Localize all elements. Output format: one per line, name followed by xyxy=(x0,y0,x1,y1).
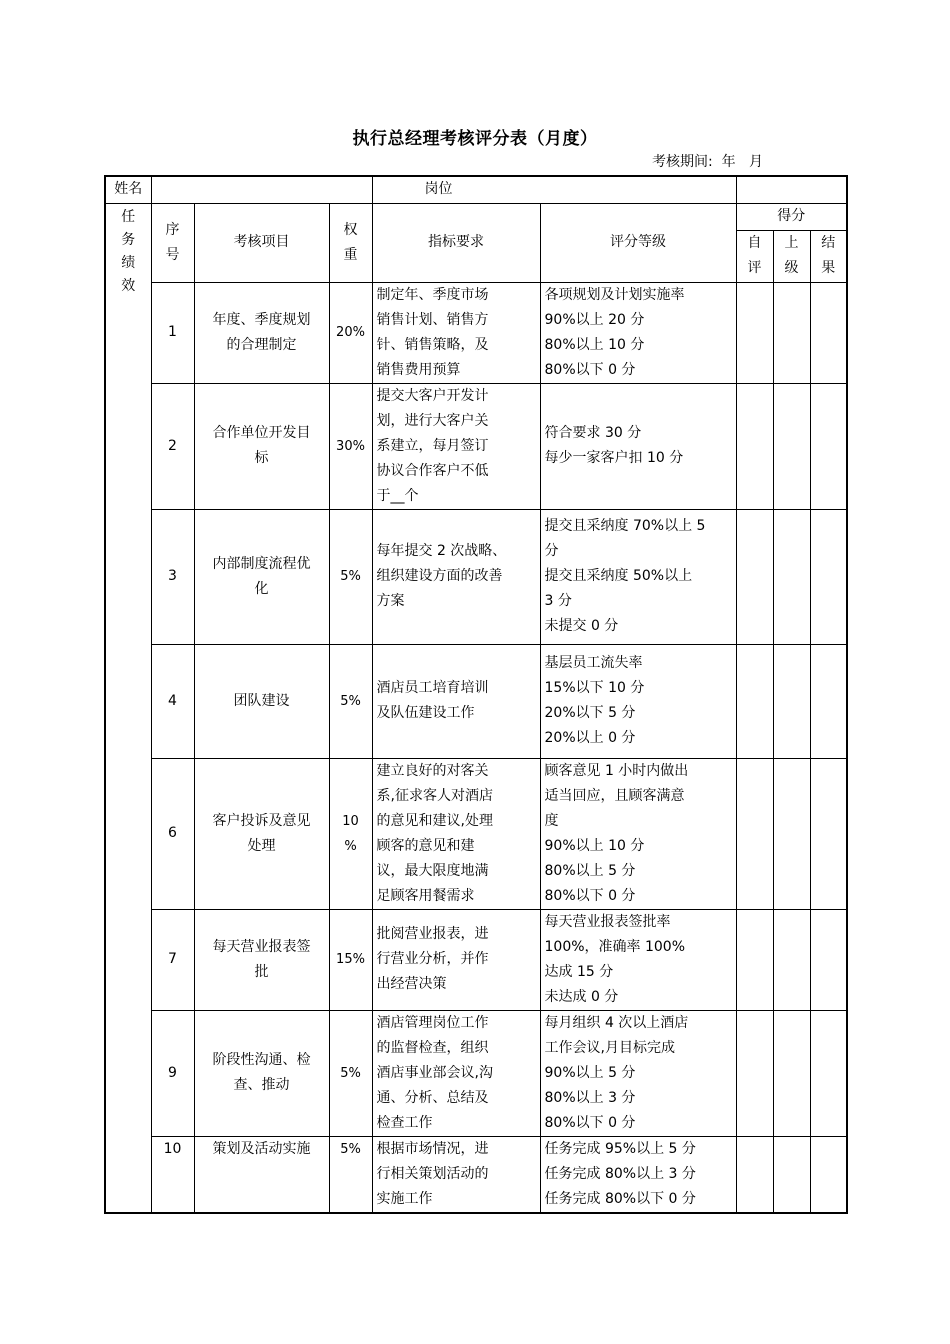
row-item: 客户投诉及意见 处理 xyxy=(194,758,329,909)
row-requirement: 制定年、季度市场 销售计划、销售方 针、销售策略，及 销售费用预算 xyxy=(372,282,540,383)
table-row xyxy=(105,644,847,758)
score-result-cell[interactable] xyxy=(810,644,847,758)
score-self-cell[interactable] xyxy=(736,758,773,909)
row-grade: 任务完成 95%以上 5 分 任务完成 80%以上 3 分 任务完成 80%以下 0 分 xyxy=(540,1136,736,1213)
row-grade: 各项规划及计划实施率 90%以上 20 分 80%以上 10 分 80%以下 0 分 xyxy=(540,282,736,383)
row-no: 3 xyxy=(151,509,194,644)
row-item: 团队建设 xyxy=(194,644,329,758)
row-no: 2 xyxy=(151,383,194,509)
row-requirement: 酒店管理岗位工作 的监督检查，组织 酒店事业部会议,沟 通、分析、总结及 检查工作 xyxy=(372,1010,540,1136)
row-no: 7 xyxy=(151,909,194,1010)
row-requirement: 酒店员工培育培训 及队伍建设工作 xyxy=(372,644,540,758)
col-result: 结 果 xyxy=(810,230,847,282)
row-grade: 符合要求 30 分 每少一家客户扣 10 分 xyxy=(540,383,736,509)
table-row xyxy=(105,1136,847,1213)
row-no: 1 xyxy=(151,282,194,383)
score-self-cell[interactable] xyxy=(736,509,773,644)
row-requirement: 根据市场情况，进 行相关策划活动的 实施工作 xyxy=(372,1136,540,1213)
row-requirement: 每年提交 2 次战略、 组织建设方面的改善 方案 xyxy=(372,509,540,644)
row-weight: 15% xyxy=(329,909,372,1010)
col-superior: 上 级 xyxy=(773,230,810,282)
score-superior-cell[interactable] xyxy=(773,1136,810,1213)
row-no: 10 xyxy=(151,1136,194,1213)
table-row xyxy=(105,909,847,1010)
row-grade: 每月组织 4 次以上酒店 工作会议,月目标完成 90%以上 5 分 80%以上 3 分 80%以下 0 分 xyxy=(540,1010,736,1136)
score-superior-cell[interactable] xyxy=(773,1010,810,1136)
col-score: 得分 xyxy=(736,203,847,230)
col-item: 考核项目 xyxy=(194,203,329,282)
score-self-cell[interactable] xyxy=(736,909,773,1010)
col-no: 序 号 xyxy=(151,203,194,282)
score-self-cell[interactable] xyxy=(736,644,773,758)
score-result-cell[interactable] xyxy=(810,282,847,383)
row-grade: 提交且采纳度 70%以上 5 分 提交且采纳度 50%以上 3 分 未提交 0 分 xyxy=(540,509,736,644)
row-grade: 顾客意见 1 小时内做出 适当回应，且顾客满意 度 90%以上 10 分 80%以上 5 分 80%以下 0 分 xyxy=(540,758,736,909)
score-result-cell[interactable] xyxy=(810,1010,847,1136)
col-grade: 评分等级 xyxy=(540,203,736,282)
score-superior-cell[interactable] xyxy=(773,509,810,644)
score-superior-cell[interactable] xyxy=(773,644,810,758)
header-row xyxy=(105,203,847,230)
score-self-cell[interactable] xyxy=(736,383,773,509)
row-no: 9 xyxy=(151,1010,194,1136)
row-item: 合作单位开发目 标 xyxy=(194,383,329,509)
row-item: 策划及活动实施 xyxy=(194,1136,329,1213)
position-label: 岗位 xyxy=(372,176,736,203)
row-weight: 5% xyxy=(329,1010,372,1136)
row-weight: 5% xyxy=(329,509,372,644)
name-field[interactable] xyxy=(151,176,372,203)
name-label: 姓名 xyxy=(105,176,151,203)
row-item: 每天营业报表签 批 xyxy=(194,909,329,1010)
section-label: 任 务 绩 效 xyxy=(105,203,151,1213)
row-no: 6 xyxy=(151,758,194,909)
row-weight: 5% xyxy=(329,1136,372,1213)
row-no: 4 xyxy=(151,644,194,758)
row-weight: 10 % xyxy=(329,758,372,909)
col-requirement: 指标要求 xyxy=(372,203,540,282)
score-self-cell[interactable] xyxy=(736,1136,773,1213)
score-superior-cell[interactable] xyxy=(773,909,810,1010)
score-result-cell[interactable] xyxy=(810,909,847,1010)
row-requirement: 建立良好的对客关 系,征求客人对酒店 的意见和建议,处理 顾客的意见和建 议，最大限度地满 足顾客用餐需求 xyxy=(372,758,540,909)
score-self-cell[interactable] xyxy=(736,282,773,383)
col-self: 自 评 xyxy=(736,230,773,282)
score-result-cell[interactable] xyxy=(810,758,847,909)
row-requirement: 批阅营业报表，进 行营业分析，并作 出经营决策 xyxy=(372,909,540,1010)
table-row xyxy=(105,1010,847,1136)
row-grade: 基层员工流失率 15%以下 10 分 20%以下 5 分 20%以上 0 分 xyxy=(540,644,736,758)
score-superior-cell[interactable] xyxy=(773,383,810,509)
table-row xyxy=(105,383,847,509)
score-result-cell[interactable] xyxy=(810,509,847,644)
col-weight: 权 重 xyxy=(329,203,372,282)
table-row xyxy=(105,282,847,383)
page-title: 执行总经理考核评分表（月度） xyxy=(352,129,598,149)
assessment-table xyxy=(104,175,848,1214)
row-weight: 5% xyxy=(329,644,372,758)
row-item: 年度、季度规划 的合理制定 xyxy=(194,282,329,383)
table-row xyxy=(105,509,847,644)
row-grade: 每天营业报表签批率 100%，准确率 100% 达成 15 分 未达成 0 分 xyxy=(540,909,736,1010)
position-field[interactable] xyxy=(736,176,847,203)
row-weight: 30% xyxy=(329,383,372,509)
row-item: 内部制度流程优 化 xyxy=(194,509,329,644)
row-requirement: 提交大客户开发计 划，进行大客户关 系建立，每月签订 协议合作客户不低 于__个 xyxy=(372,383,540,509)
score-result-cell[interactable] xyxy=(810,1136,847,1213)
score-superior-cell[interactable] xyxy=(773,758,810,909)
score-self-cell[interactable] xyxy=(736,1010,773,1136)
table-row xyxy=(105,758,847,909)
row-weight: 20% xyxy=(329,282,372,383)
score-superior-cell[interactable] xyxy=(773,282,810,383)
name-row xyxy=(105,176,847,203)
assessment-period: 考核期间: 年 月 xyxy=(652,154,763,170)
score-result-cell[interactable] xyxy=(810,383,847,509)
row-item: 阶段性沟通、检 查、推动 xyxy=(194,1010,329,1136)
